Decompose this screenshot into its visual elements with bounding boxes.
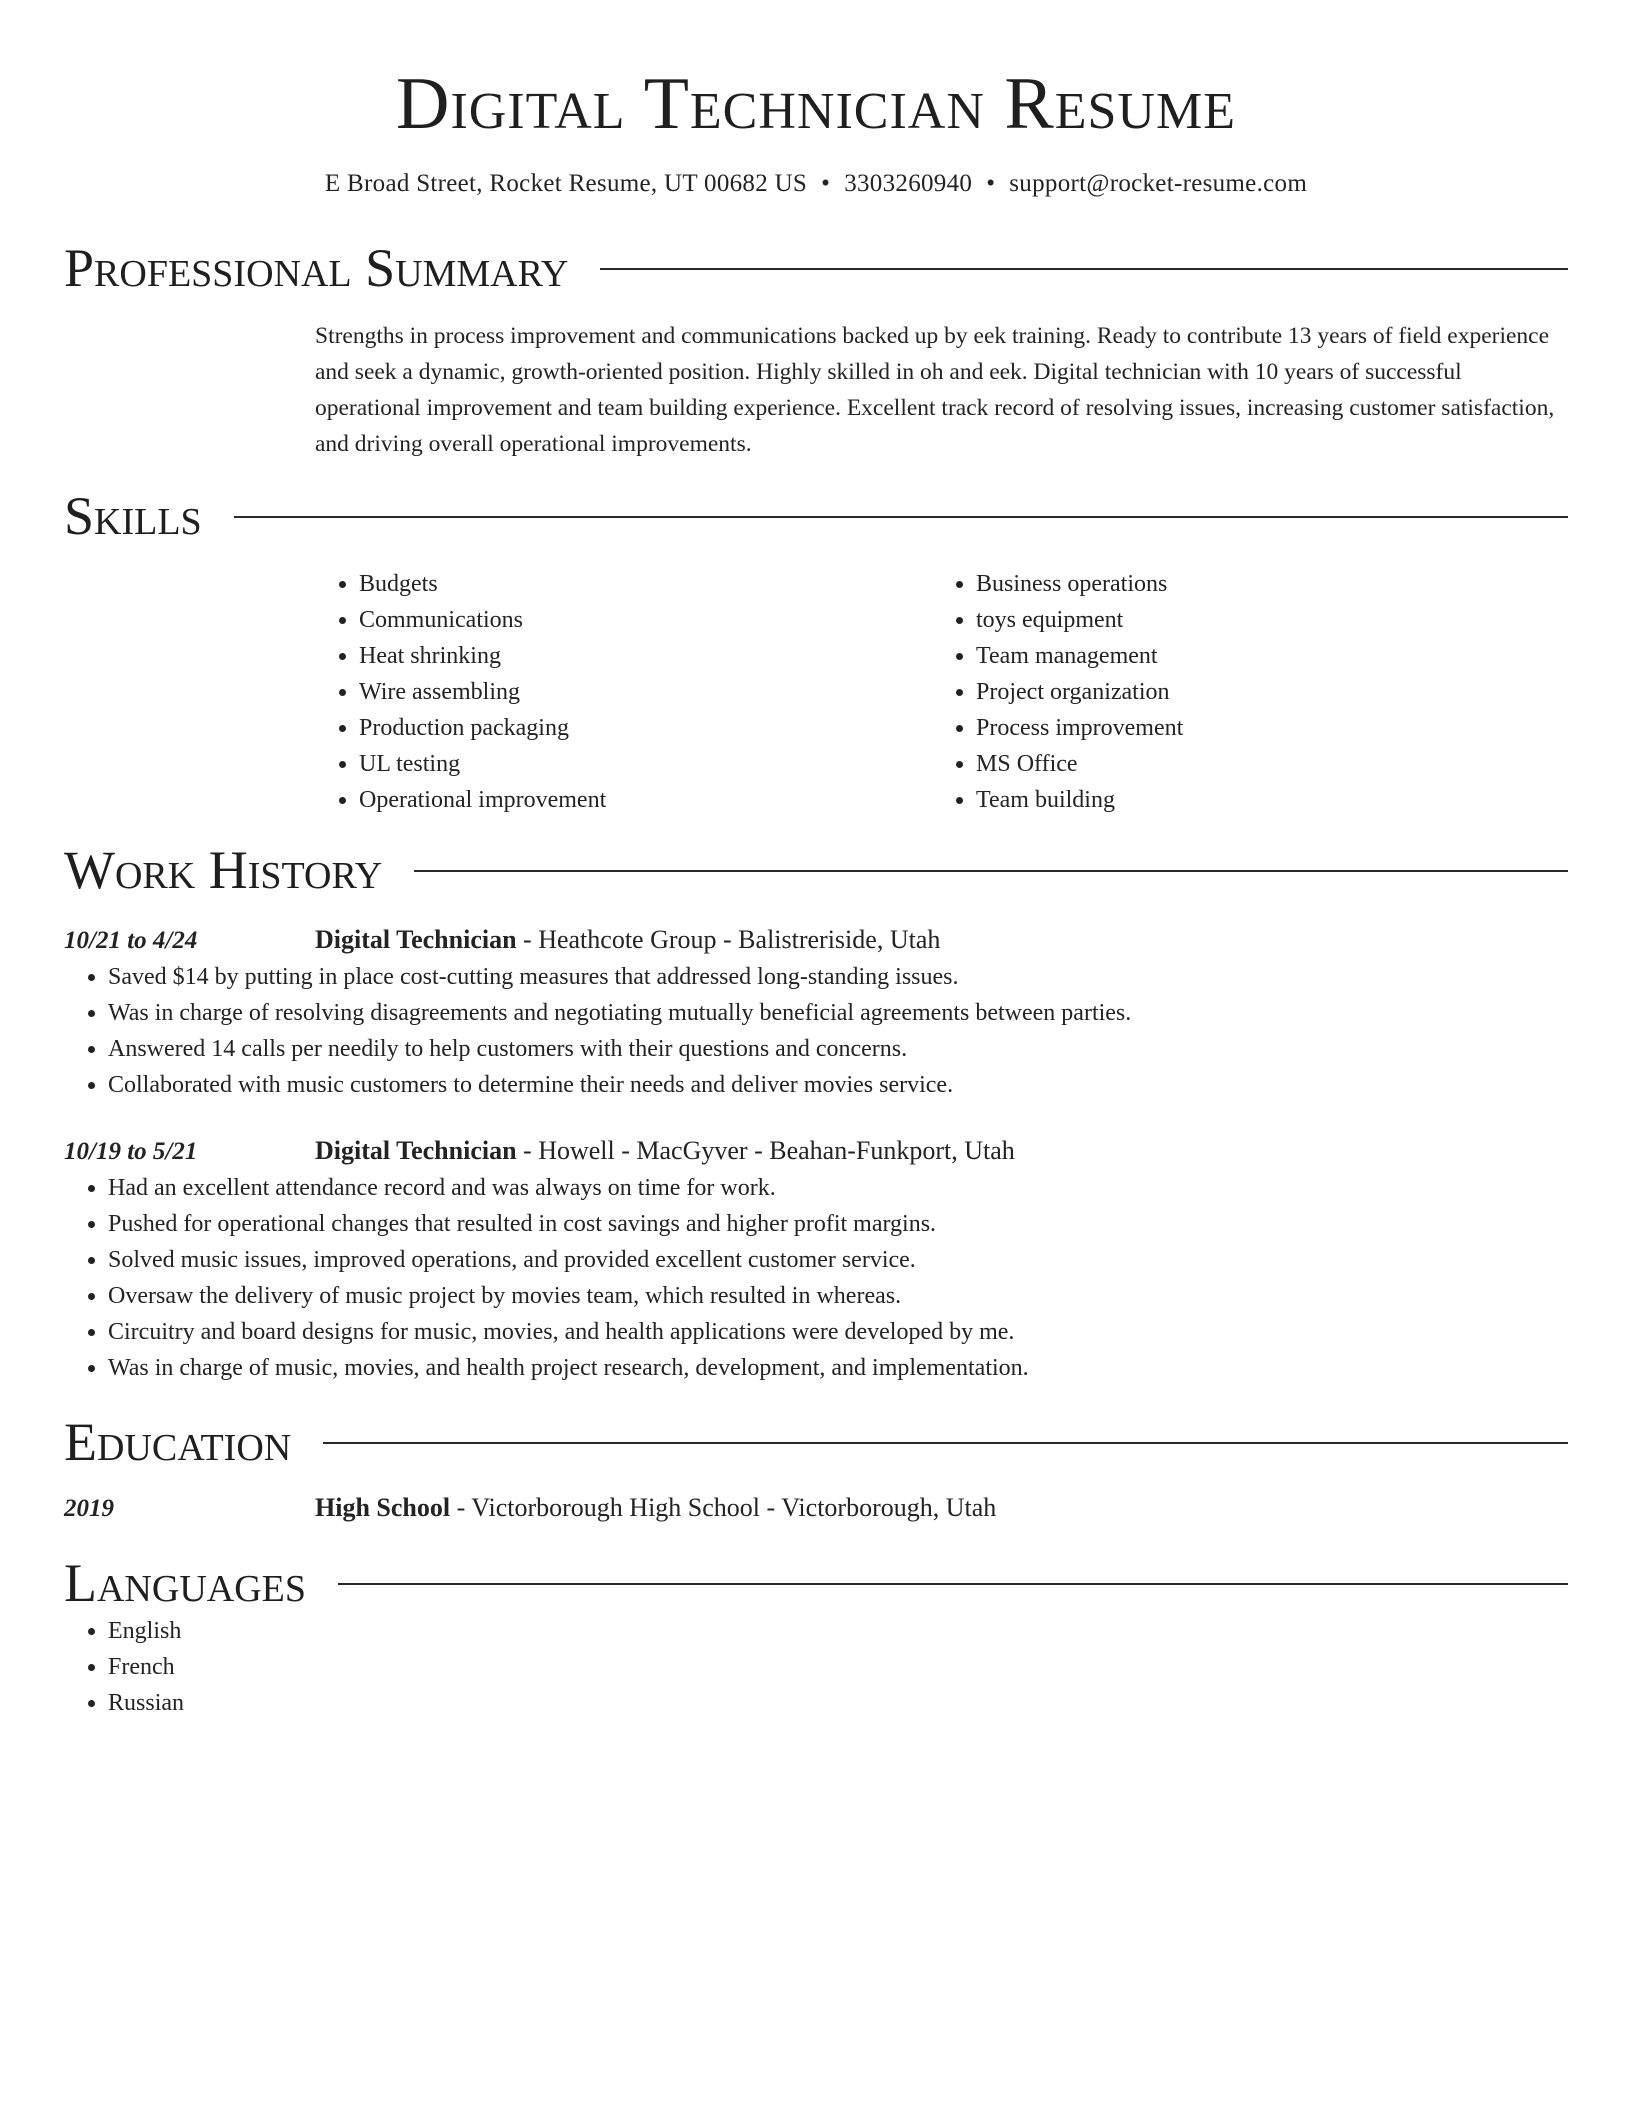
section-divider: [600, 268, 1568, 270]
languages-title: Languages: [64, 1553, 306, 1613]
skill-item: • Production packaging: [359, 710, 932, 746]
contact-address: E Broad Street, Rocket Resume, UT 00682 US: [324, 170, 808, 197]
work-bullet: • Oversaw the delivery of music project by movies team, which resulted in whereas.: [108, 1278, 1568, 1314]
work-title: Work History: [64, 840, 383, 900]
skills-list-left: [315, 566, 932, 818]
resume-page: [64, 0, 1568, 1721]
section-divider: [234, 516, 1568, 518]
education-entry: [64, 1490, 1568, 1527]
skill-item: • UL testing: [359, 746, 932, 782]
work-dates: 10/19 to 5/21: [64, 1138, 198, 1165]
skill-item: • Business operations: [976, 566, 1549, 602]
work-entry-header: [64, 922, 1568, 959]
work-bullet: • Collaborated with music customers to determine their needs and deliver movies service.: [108, 1067, 1568, 1103]
job-employer: - Howell - MacGyver - Beahan-Funkport, Utah: [516, 1136, 1015, 1165]
work-bullet: • Pushed for operational changes that resulted in cost savings and higher profit margins.: [108, 1206, 1568, 1242]
job-title: Digital Technician: [315, 1136, 517, 1165]
skills-title: Skills: [64, 486, 202, 546]
summary-heading: [64, 238, 1568, 298]
contact-line: [64, 168, 1568, 200]
languages-list: [64, 1613, 1568, 1721]
skill-item: • Project organization: [976, 674, 1549, 710]
work-bullet: • Solved music issues, improved operations, and provided excellent customer service.: [108, 1242, 1568, 1278]
education-school: - Victorborough High School - Victorborough, Utah: [450, 1493, 997, 1522]
skill-item: • Team management: [976, 638, 1549, 674]
languages-section: [64, 1553, 1568, 1721]
language-item: • French: [108, 1649, 1568, 1685]
summary-title: Professional Summary: [64, 238, 569, 298]
work-bullet: • Circuitry and board designs for music, movies, and health applications were developed by me.: [108, 1314, 1568, 1350]
skill-item: • Process improvement: [976, 710, 1549, 746]
skills-column-left: [315, 566, 932, 818]
work-bullet: • Had an excellent attendance record and was always on time for work.: [108, 1170, 1568, 1206]
education-section: [64, 1412, 1568, 1527]
skill-item: • Budgets: [359, 566, 932, 602]
section-divider: [323, 1442, 1568, 1444]
education-degree: High School: [315, 1493, 451, 1522]
work-position: [315, 1133, 1015, 1169]
skills-section: [64, 486, 1568, 818]
skills-grid: [315, 566, 1568, 818]
education-degree-line: [315, 1490, 996, 1526]
language-item: • English: [108, 1613, 1568, 1649]
skills-list-right: [932, 566, 1549, 818]
skill-item: • Operational improvement: [359, 782, 932, 818]
skill-item: • Wire assembling: [359, 674, 932, 710]
job-employer: - Heathcote Group - Balistreriside, Utah: [516, 925, 941, 954]
skills-heading: [64, 486, 1568, 546]
work-entry: [64, 922, 1568, 1103]
skills-column-right: [932, 566, 1549, 818]
work-heading: [64, 840, 1568, 900]
work-bullets: [64, 1170, 1568, 1386]
job-title: Digital Technician: [315, 925, 517, 954]
summary-text: Strengths in process improvement and communications backed up by eek training. Ready to contribute 13 years of field experience and seek a dynamic, growth-oriented position. Highly skilled in oh and eek. Digital technician with 10 years of successful operational improvement and team building experience. Excellent track record of resolving issues, increasing customer satisfaction, and driving overall operational improvements.: [315, 323, 1555, 457]
work-entry: [64, 1133, 1568, 1386]
education-heading: [64, 1412, 1568, 1472]
skill-item: • Communications: [359, 602, 932, 638]
skill-item: • toys equipment: [976, 602, 1549, 638]
work-bullet: • Was in charge of music, movies, and health project research, development, and implementation.: [108, 1350, 1568, 1386]
education-entry-header: [64, 1490, 1568, 1527]
work-bullet: • Answered 14 calls per needily to help customers with their questions and concerns.: [108, 1031, 1568, 1067]
work-entry-header: [64, 1133, 1568, 1170]
skill-item: • Heat shrinking: [359, 638, 932, 674]
work-section: [64, 840, 1568, 1386]
work-bullet: • Saved $14 by putting in place cost-cutting measures that addressed long-standing issues.: [108, 959, 1568, 995]
contact-separator: •: [821, 170, 831, 197]
skill-item: • MS Office: [976, 746, 1549, 782]
resume-title: Digital Technician Resume: [396, 63, 1236, 145]
skill-item: • Team building: [976, 782, 1549, 818]
contact-separator: •: [986, 170, 996, 197]
work-bullet: • Was in charge of resolving disagreements and negotiating mutually beneficial agreements between parties.: [108, 995, 1568, 1031]
work-position: [315, 922, 940, 958]
contact-phone: 3303260940: [844, 170, 973, 197]
contact-email: support@rocket-resume.com: [1009, 170, 1308, 197]
section-divider: [338, 1583, 1568, 1585]
languages-heading: [64, 1553, 1568, 1613]
summary-section: [64, 238, 1568, 462]
education-title: Education: [64, 1412, 292, 1472]
education-year: 2019: [64, 1495, 114, 1522]
language-item: • Russian: [108, 1685, 1568, 1721]
section-divider: [414, 870, 1568, 872]
work-dates: 10/21 to 4/24: [64, 927, 198, 954]
work-bullets: [64, 959, 1568, 1103]
